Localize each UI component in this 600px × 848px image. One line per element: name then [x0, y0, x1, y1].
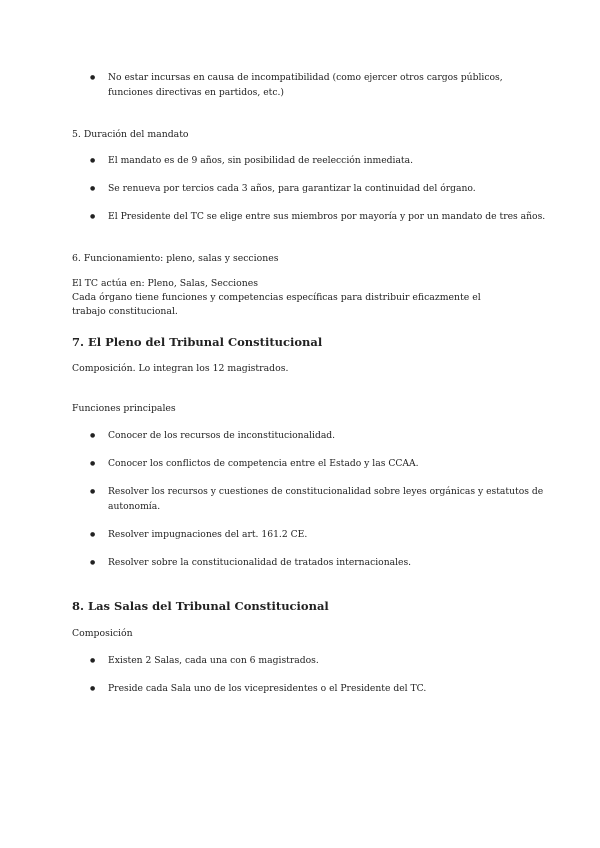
bullet-pleno-1: ● Conocer de los recursos de inconstitucionalidad. — [90, 428, 548, 443]
bullet-duracion-3: ● El Presidente del TC se elige entre sus miembros por mayoría y por un mandato de tres años. — [90, 209, 548, 224]
heading-salas: 8. Las Salas del Tribunal Constitucional — [72, 599, 329, 613]
funcionamiento-line-1: El TC actúa en: Pleno, Salas, Secciones — [72, 278, 258, 289]
bullet-pleno-2: ● Conocer los conflictos de competencia entre el Estado y las CCAA. — [90, 456, 548, 471]
pleno-funciones-heading: Funciones principales — [72, 403, 176, 414]
heading-funcionamiento: 6. Funcionamiento: pleno, salas y secciones — [72, 253, 279, 264]
salas-composicion: Composición — [72, 628, 133, 639]
bullet-incompatibilidad: ● No estar incursas en causa de incompatibilidad (como ejercer otros cargos públicos, funciones directivas en partidos, etc.) — [90, 70, 548, 100]
pleno-composicion: Composición. Lo integran los 12 magistrados. — [72, 363, 289, 374]
bullet-salas-1: ● Existen 2 Salas, cada una con 6 magistrados. — [90, 653, 548, 668]
bullet-pleno-4: ● Resolver impugnaciones del art. 161.2 CE. — [90, 527, 548, 542]
funcionamiento-line-2: Cada órgano tiene funciones y competencias específicas para distribuir eficazmente el trabajo constitucional. — [72, 292, 481, 317]
bullet-pleno-3: ● Resolver los recursos y cuestiones de constitucionalidad sobre leyes orgánicas y estatutos de autonomía. — [90, 484, 548, 514]
bullet-pleno-5: ● Resolver sobre la constitucionalidad de tratados internacionales. — [90, 555, 548, 570]
heading-pleno: 7. El Pleno del Tribunal Constitucional — [72, 335, 323, 349]
bullet-duracion-1: ● El mandato es de 9 años, sin posibilidad de reelección inmediata. — [90, 153, 548, 168]
bullet-salas-2: ● Preside cada Sala uno de los vicepresidentes o el Presidente del TC. — [90, 681, 548, 696]
bullet-duracion-2: ● Se renueva por tercios cada 3 años, para garantizar la continuidad del órgano. — [90, 181, 548, 196]
heading-duracion: 5. Duración del mandato — [72, 129, 189, 140]
